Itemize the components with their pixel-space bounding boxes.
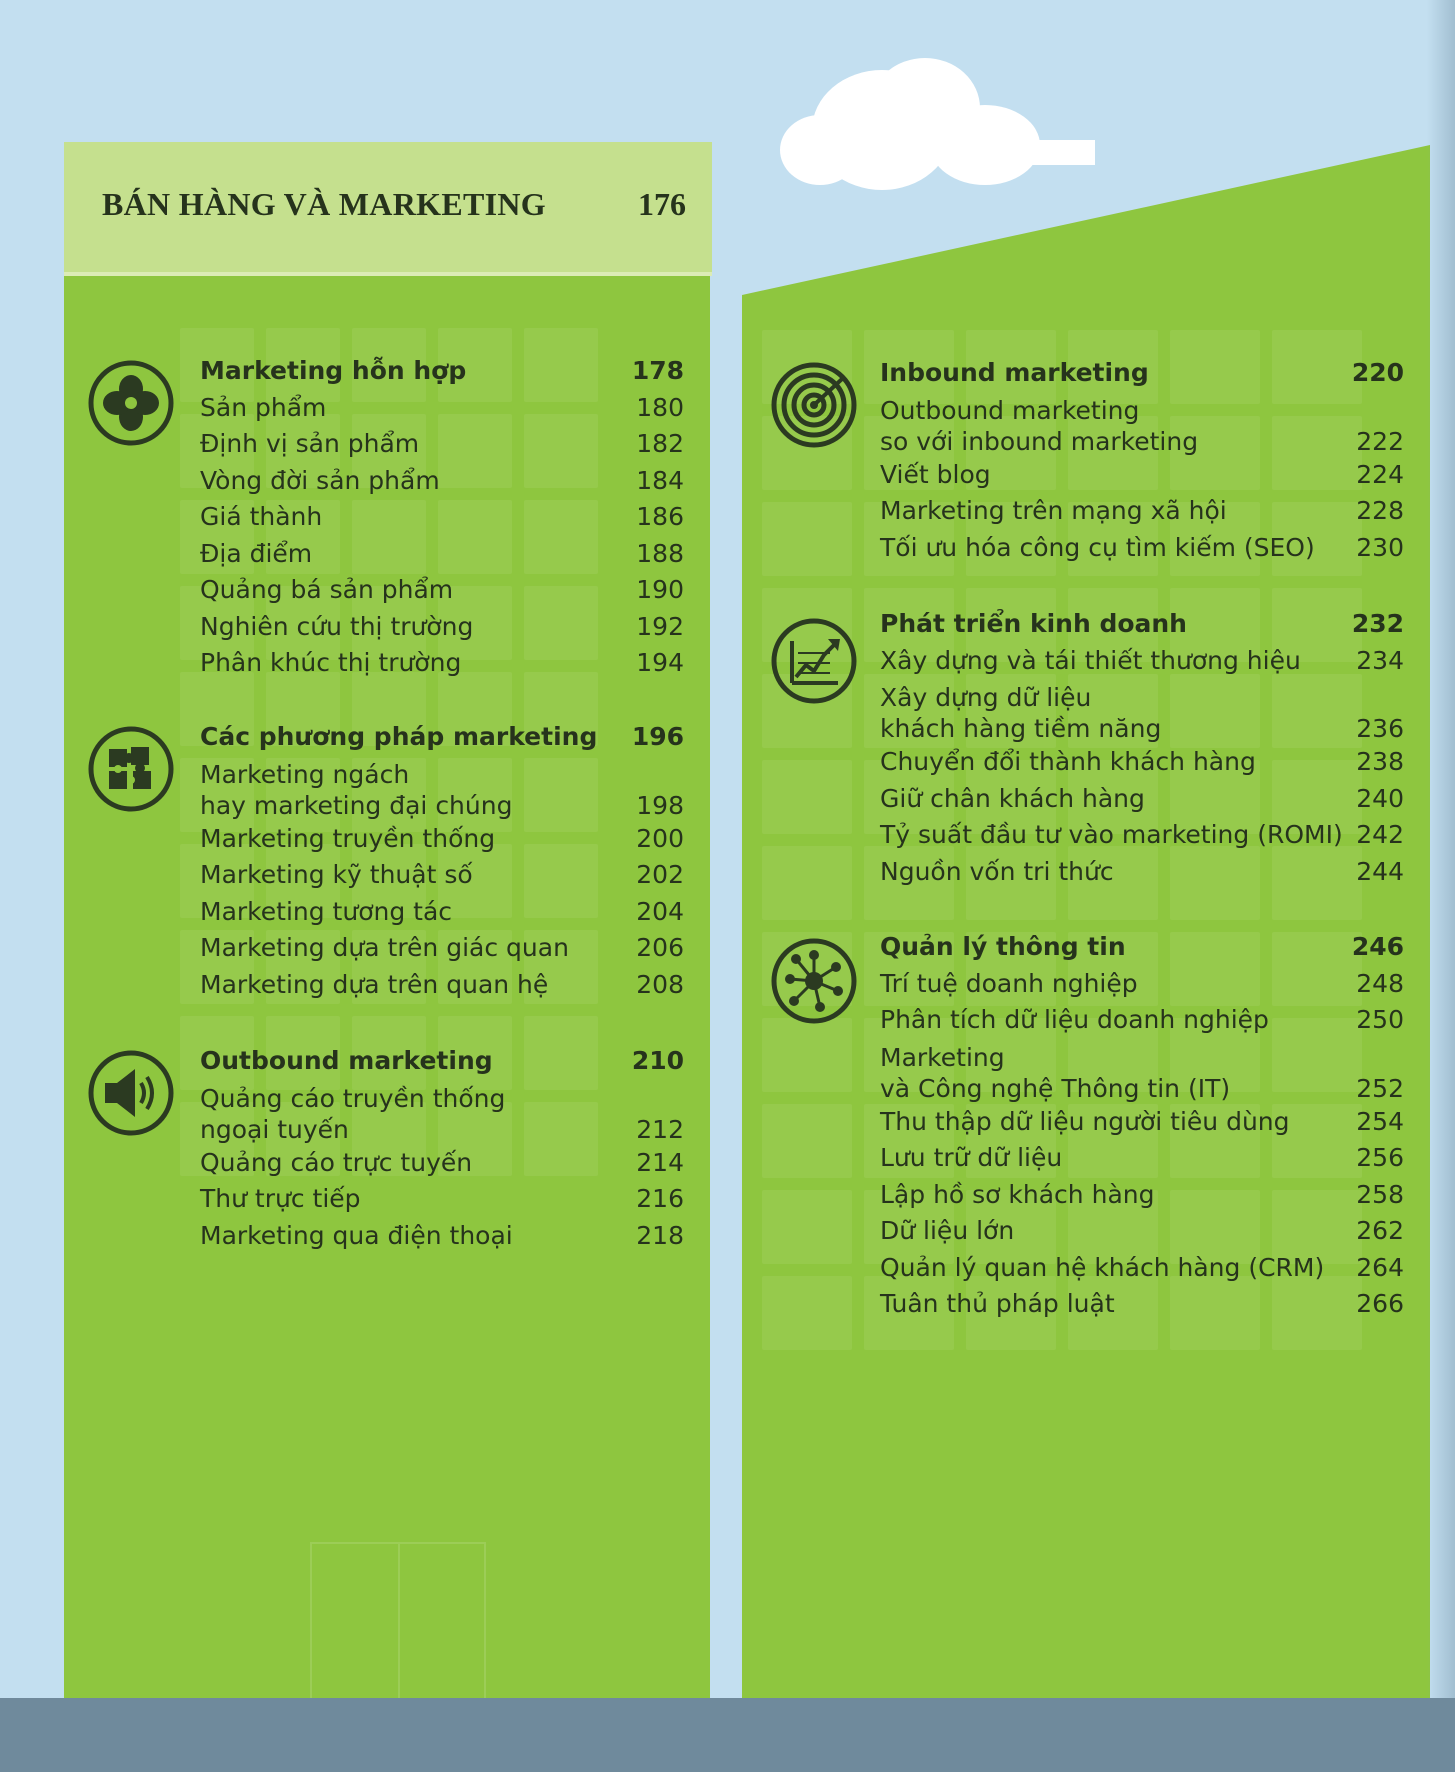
window-pane [762,1276,852,1350]
toc-entry[interactable] [200,1145,684,1182]
entry-page: 214 [636,1147,684,1177]
entry-page: 242 [1356,820,1404,849]
entry-title-continued: so với inbound marketing [880,426,1199,456]
toc-entries [200,719,684,1003]
toc-entry[interactable] [200,499,684,536]
entry-page: 252 [1356,1073,1404,1103]
entry-page: 234 [1356,645,1404,675]
entry-page: 196 [631,722,684,751]
toc-entry[interactable] [200,857,684,894]
entry-title: Giữ chân khách hàng [880,783,1145,813]
entry-page: 190 [636,575,684,604]
toc-entry[interactable] [880,392,1404,457]
entry-title-continued: ngoại tuyến [200,1114,349,1144]
entry-page: 222 [1356,426,1404,456]
entry-title: Lưu trữ dữ liệu [880,1143,1063,1172]
entry-page: 218 [636,1220,684,1250]
entry-title-continued: và Công nghệ Thông tin (IT) [880,1073,1231,1103]
toc-entries [880,929,1404,1323]
entry-page: 180 [636,392,684,422]
entry-title: Quản lý quan hệ khách hàng (CRM) [880,1252,1325,1282]
four-petal-flower-icon [87,359,175,447]
entry-title: Vòng đời sản phẩm [200,465,440,495]
entry-page: 262 [1356,1216,1404,1245]
entry-page: 248 [1356,968,1404,998]
entry-title: Tối ưu hóa công cụ tìm kiếm (SEO) [880,532,1315,562]
window-pane [762,1018,852,1092]
toc-entry[interactable] [880,1177,1404,1214]
entry-page: 250 [1356,1005,1404,1034]
entry-title: Định vị sản phẩm [200,429,420,458]
toc-entry[interactable] [200,1043,684,1080]
entry-page: 230 [1356,532,1404,562]
entry-title: Marketing ngách [200,759,410,789]
entry-page: 178 [631,356,684,385]
entry-page: 210 [631,1046,684,1075]
entry-title: Xây dựng và tái thiết thương hiệu [880,645,1301,675]
entry-title: Quảng bá sản phẩm [200,575,454,604]
window-pane [762,1190,852,1264]
window-pane [762,502,852,576]
entry-title: Xây dựng dữ liệu [880,683,1092,712]
page-number: 176 [638,186,686,222]
toc-entry[interactable] [880,355,1404,392]
entry-page: 264 [1356,1252,1404,1282]
entry-page: 212 [636,1114,684,1144]
entry-title: Marketing dựa trên quan hệ [200,969,549,999]
entry-page: 224 [1356,459,1404,489]
building-door [310,1542,486,1698]
toc-entry[interactable] [880,744,1404,781]
entry-title: Quảng cáo trực tuyến [200,1147,473,1177]
entry-page: 228 [1356,496,1404,525]
entry-title: Viết blog [880,459,991,489]
section-header [64,142,712,276]
toc-entry[interactable] [880,606,1404,643]
entry-page: 208 [636,969,684,999]
entry-title: Lập hồ sơ khách hàng [880,1179,1155,1209]
entry-title: Nguồn vốn tri thức [880,856,1114,886]
toc-entries [880,355,1404,566]
entry-title: Outbound marketing [200,1046,493,1075]
entry-title: Outbound marketing [880,395,1140,425]
entry-title: Tỷ suất đầu tư vào marketing (ROMI) [880,820,1343,849]
toc-entry[interactable] [880,781,1404,818]
ground-strip [0,1698,1455,1772]
puzzle-pieces-icon [87,725,175,813]
entry-page: 202 [636,860,684,889]
entry-title: Nghiên cứu thị trường [200,611,474,641]
entry-title: Marketing tương tác [200,896,453,926]
toc-entry[interactable] [200,609,684,646]
entry-page: 216 [636,1184,684,1213]
entry-page: 200 [636,823,684,853]
entry-title: Inbound marketing [880,358,1149,387]
entry-title: Tuân thủ pháp luật [880,1289,1115,1318]
toc-entry[interactable] [880,817,1404,854]
toc-entry[interactable] [200,572,684,609]
window-pane [762,846,852,920]
toc-entry[interactable] [880,643,1404,680]
entry-page: 254 [1356,1106,1404,1136]
entry-page: 220 [1351,358,1404,387]
entry-page: 246 [1351,932,1404,961]
entry-page: 244 [1356,856,1404,886]
entry-title: Thu thập dữ liệu người tiêu dùng [880,1106,1290,1136]
toc-entry[interactable] [880,1002,1404,1039]
entry-title: Marketing kỹ thuật số [200,860,473,889]
entry-page: 194 [636,648,684,677]
entry-title: Giá thành [200,502,323,531]
page-edge-shadow [1427,0,1455,1698]
toc-entry[interactable] [200,1181,684,1218]
entry-page: 184 [636,465,684,495]
entry-title: Các phương pháp marketing [200,722,598,751]
entry-page: 266 [1356,1289,1404,1318]
toc-entries [200,1043,684,1254]
toc-entry[interactable] [880,929,1404,966]
entry-title: Quảng cáo truyền thống [200,1083,506,1113]
entry-page: 238 [1356,747,1404,776]
toc-entry[interactable] [880,1213,1404,1250]
entry-page: 240 [1356,783,1404,813]
toc-entry[interactable] [200,930,684,967]
entry-page: 206 [636,933,684,962]
entry-title: Phân khúc thị trường [200,648,462,677]
toc-entry[interactable] [880,1140,1404,1177]
entry-title-continued: hay marketing đại chúng [200,790,513,820]
toc-entry[interactable] [880,1250,1404,1287]
toc-entry[interactable] [880,854,1404,891]
target-icon [770,361,858,449]
toc-entry[interactable] [880,530,1404,567]
entry-page: 182 [636,429,684,458]
entry-page: 188 [636,538,684,568]
toc-entry[interactable] [200,756,684,821]
page-title: BÁN HÀNG VÀ MARKETING [102,186,546,222]
speaker-icon [87,1049,175,1137]
entry-title: Quản lý thông tin [880,932,1126,961]
toc-entry[interactable] [200,536,684,573]
toc-entry[interactable] [200,645,684,682]
toc-entry[interactable] [200,426,684,463]
growth-chart-icon [770,617,858,705]
entry-title: Thư trực tiếp [200,1184,361,1213]
entry-page: 204 [636,896,684,926]
entry-title: Marketing dựa trên giác quan [200,933,569,962]
entry-page: 236 [1356,714,1404,743]
entry-title: Dữ liệu lớn [880,1216,1015,1245]
toc-entry[interactable] [200,463,684,500]
window-pane [762,1104,852,1178]
toc-entry[interactable] [200,821,684,858]
entry-page: 186 [636,502,684,531]
entry-title: Chuyển đổi thành khách hàng [880,747,1256,776]
toc-entry[interactable] [880,1039,1404,1104]
toc-entry[interactable] [880,679,1404,744]
entry-title: Sản phẩm [200,392,327,422]
entry-title: Phát triển kinh doanh [880,609,1187,638]
entry-title: Marketing [880,1042,1005,1072]
toc-entries [880,606,1404,890]
entry-page: 232 [1351,609,1404,638]
toc-entry[interactable] [200,390,684,427]
entry-title-continued: khách hàng tiềm năng [880,714,1162,743]
toc-entry[interactable] [200,967,684,1004]
toc-entry[interactable] [200,1218,684,1255]
toc-entry[interactable] [200,353,684,390]
toc-entry[interactable] [200,894,684,931]
entry-title: Marketing truyền thống [200,823,496,853]
entry-title: Marketing hỗn hợp [200,356,467,385]
toc-entry[interactable] [880,1286,1404,1323]
entry-page: 192 [636,611,684,641]
toc-entry[interactable] [880,493,1404,530]
entry-title: Phân tích dữ liệu doanh nghiệp [880,1005,1269,1034]
toc-entry[interactable] [200,719,684,756]
entry-title: Địa điểm [200,538,313,568]
entry-page: 256 [1356,1143,1404,1172]
toc-entries [200,353,684,682]
toc-entry[interactable] [880,457,1404,494]
cloud [785,140,1095,165]
toc-entry[interactable] [200,1080,684,1145]
entry-title: Marketing qua điện thoại [200,1220,513,1250]
entry-page: 258 [1356,1179,1404,1209]
entry-page: 198 [636,790,684,820]
network-nodes-icon [770,937,858,1025]
window-pane [762,760,852,834]
toc-entry[interactable] [880,966,1404,1003]
entry-title: Marketing trên mạng xã hội [880,496,1227,525]
entry-title: Trí tuệ doanh nghiệp [880,968,1138,998]
toc-entry[interactable] [880,1104,1404,1141]
